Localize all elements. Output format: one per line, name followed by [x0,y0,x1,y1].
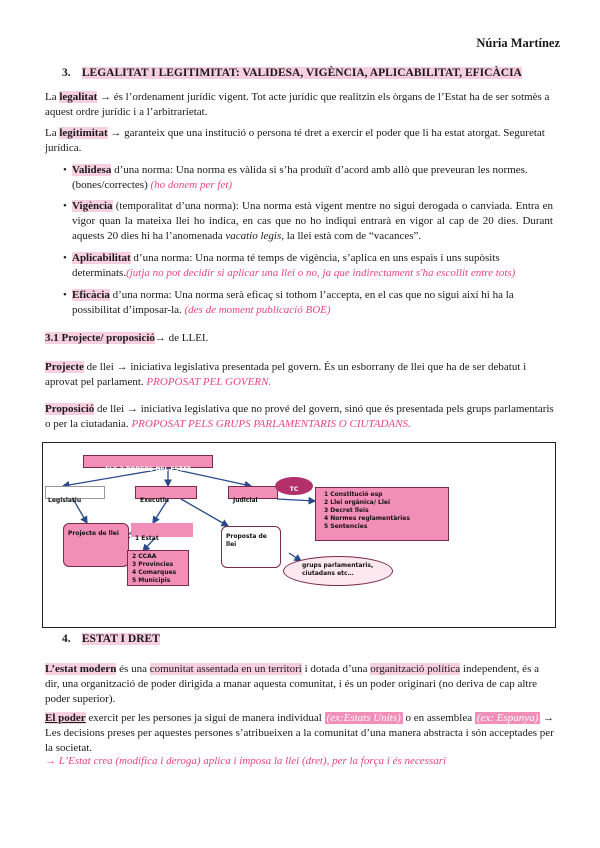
bullet-dot: • [63,200,67,212]
tc-ellipse: TC [275,477,313,495]
proposicio-paragraph: Proposició de llei → iniciativa legislativa que no prové del govern, sinó que és presentada pels grups parlamentaris o per la ciutadania. PROPOSAT PELS GRUPS PARLAMENTARIS O CIUTADANS. [45,403,554,430]
legalitat-term: legalitat [59,91,98,103]
executiu-box: Executiu [135,486,197,499]
estat-modern-paragraph: L’estat modern és una comunitat assentada en un territori i dotada d’una organització política independent, és a dir, una organització de poder dirigida a manar aquesta comunitat, i és un poder originari (no deriva de cap altre poder superior). [45,663,539,705]
example-spain: (ex: Espanya) [476,712,539,724]
arrow-to-proposta [181,499,228,526]
legalitat-paragraph: La legalitat → és l’ordenament jurídic vigent. Tot acte jurídic que realitzin els òrgans de l’Estat ha de ser sotmès a aquest ordre jurídic i a l’arbitrarietat. [45,91,550,118]
example-usa: (ex:Estats Units) [326,712,401,724]
legitimitat-term: legitimitat [59,127,108,139]
diagram-title-box: ELS 3 PODERS DEL ESTAT [83,455,213,468]
legislatiu-box: Legislatiu [45,486,105,499]
final-note: → L’Estat crea (modifica i deroga) aplica i imposa la llei (dret), per la força i és necessari [45,755,447,767]
judicial-box: Judicial [228,486,278,499]
estat-box: 1 Estat [131,523,193,537]
bullet-validesa: • Validesa d’una norma: Una norma es vàlida si s’ha produït d’acord amb allò que preveuran les normes. (bones/correctes) (ho donem per fet) [63,164,528,191]
bullet-dot: • [63,252,67,264]
projecte-llei-box: Projecte de llei [63,523,129,567]
three-powers-diagram [42,442,556,628]
section-number: 3. [62,67,71,79]
grups-ellipse: grups parlamentaris, ciutadans etc… [283,556,393,586]
bullet-dot: • [63,164,67,176]
section-3-heading [62,67,522,79]
subsection-3-1-heading: 3.1 Projecte/ proposició→ de LLEI. [45,332,209,344]
author-name: Núria Martínez [476,36,560,50]
bullet-aplicabilitat: • Aplicabilitat d’una norma: Una norma té temps de vigència, s’aplica en uns espais i uns supòsits determinats.(jutja no pot decidir si aplicar una llei o no, ja que indirectament s'ha escollit entre tots) [63,252,516,279]
section-title: ESTAT I DRET [81,633,160,645]
arrow-to-constitucio [277,499,315,501]
constitucio-box: 1 Constitució esp 2 Llei orgànica/ Llei 3 Decret lleis 4 Normes reglamentàries 5 Sentencies [315,487,449,541]
legitimitat-paragraph: La legitimitat → garanteix que una institució o persona té dret a exercir el poder que li ha estat atorgat. Seguretat jurídica. [45,127,545,154]
proposta-llei-box: Proposta de llei [221,526,281,568]
projecte-paragraph: Projecte de llei → iniciativa legislativa presentada pel govern. És un esborrany de llei que ha de ser debatut i aprovat pel parlament. PROPOSAT PEL GOVERN. [45,361,527,388]
section-number: 4. [62,633,71,645]
admin-levels-box: 2 CCAA 3 Provincies 4 Comarques 5 Municipis [127,550,189,586]
bullet-dot: • [63,289,67,301]
poder-paragraph: El poder exercit per les persones ja sigui de manera individual (ex:Estats Units) o en assemblea (ex: Espanya) → Les decisions preses per aquestes persones s’atribueixen a la comunitat d’una manera abstracta i són acceptades per la societat. [45,712,554,754]
section-title: LEGALITAT I LEGITIMITAT: VALIDESA, VIGÈNCIA, APLICABILITAT, EFICÀCIA [81,67,522,79]
bullet-vigencia: • Vigència (temporalitat d’una norma): Una norma està vigent mentre no sigui derogada o canviada. Entra en vigor quan la mateixa llei ho indica, en cas que no ho indiqui entrarà en vigor al cap de 20 dies. Durant aquests 20 dies hi ha l’anomenada vacatio legis, la llei està com de “vacances”. [63,200,553,242]
section-4-heading [62,633,160,645]
bullet-eficacia: • Eficàcia d’una norma: Una norma serà eficaç si tothom l’accepta, en el cas que no sigui així hi ha la possibilitat d’imposar-la. (des de moment publicació BOE) [63,289,514,316]
